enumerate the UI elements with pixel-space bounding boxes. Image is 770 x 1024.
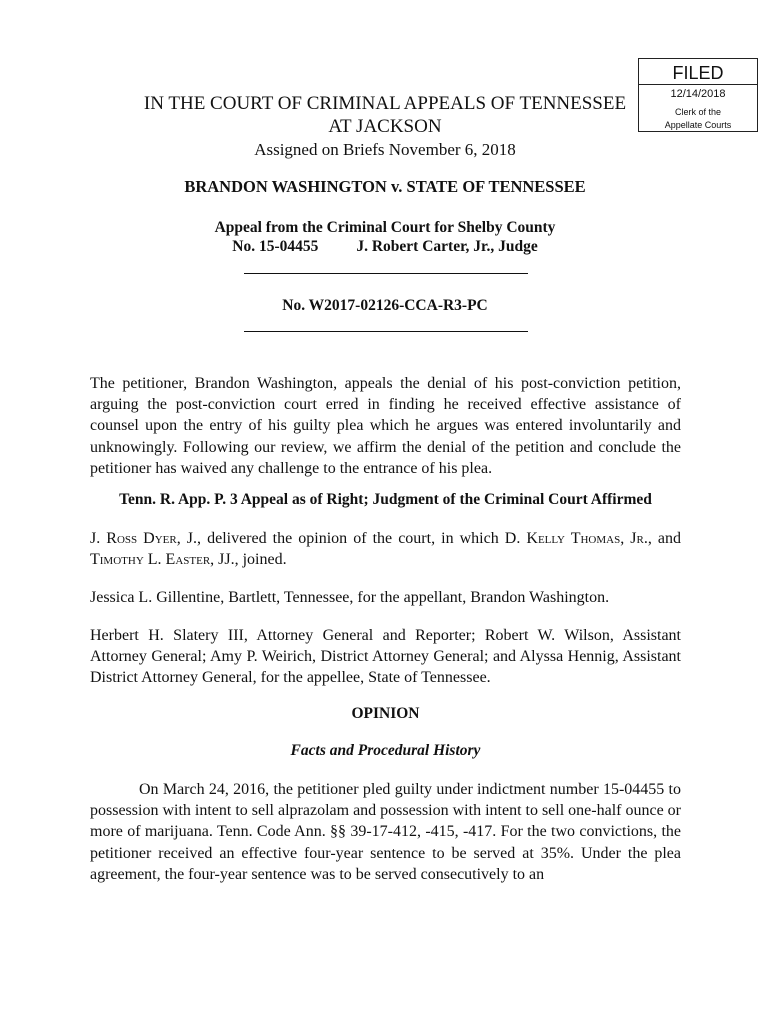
judges-text: , J., delivered the opinion of the court, in which <box>176 530 505 547</box>
trial-judge: J. Robert Carter, Jr., Judge <box>356 238 538 255</box>
trial-number: No. 15-04455 <box>232 238 319 255</box>
appellant-counsel: Jessica L. Gillentine, Bartlett, Tennessee, for the appellant, Brandon Washington. <box>90 589 610 606</box>
assigned-date: Assigned on Briefs November 6, 2018 <box>254 140 516 159</box>
divider-rule <box>244 273 528 274</box>
stamp-divider <box>639 84 757 85</box>
stamp-date: 12/14/2018 <box>670 88 726 100</box>
appeal-from: Appeal from the Criminal Court for Shelby County <box>214 219 556 236</box>
opinion-heading: OPINION <box>351 705 420 722</box>
stamp-filed-label: FILED <box>672 63 724 83</box>
holding-line: Tenn. R. App. P. 3 Appeal as of Right; Judgment of the Criminal Court Affirmed <box>119 491 652 508</box>
judge-two: D. Kelly Thomas, Jr. <box>504 530 648 547</box>
divider-rule <box>244 331 528 332</box>
judges-text: , JJ., joined. <box>210 551 287 569</box>
case-summary: The petitioner, Brandon Washington, appeals the denial of his post-conviction petition, arguing the post-conviction court erred in finding he received effective assistance of counsel upon the entry of his guilty plea which he argues was entered involuntarily and unknowingly. Following our review, we affirm the denial of the petition and conclude the petitioner has waived any challenge to the entrance of his plea. <box>90 375 681 477</box>
appeal-number: No. W2017-02126-CCA-R3-PC <box>282 297 488 314</box>
judges-line <box>90 528 681 570</box>
court-name: IN THE COURT OF CRIMINAL APPEALS OF TENNESSEE <box>143 93 627 114</box>
appellee-counsel: Herbert H. Slatery III, Attorney General and Reporter; Robert W. Wilson, Assistant Attorney General; Amy P. Weirich, District Attorney General; and Alyssa Hennig, Assistant District Attorney General, for the appellee, State of Tennessee. <box>90 627 681 687</box>
judge-three: Timothy L. Easter <box>90 551 211 569</box>
stamp-office: Appellate Courts <box>664 120 732 130</box>
court-location: AT JACKSON <box>328 116 442 137</box>
stamp-clerk: Clerk of the <box>674 107 722 117</box>
body-paragraph: On March 24, 2016, the petitioner pled guilty under indictment number 15-04455 to possession with intent to sell alprazolam and possession with intent to sell one-half ounce or more of marijuana. Tenn. Code Ann. §§ 39-17-412, -415, -417. For the two convictions, the petitioner received an effective four-year sentence to be served at 35%. Under the plea agreement, the four-year sentence was to be served consecutively to an <box>90 781 682 883</box>
trial-docket-line <box>0 238 770 256</box>
case-title: BRANDON WASHINGTON v. STATE OF TENNESSEE <box>184 177 586 196</box>
author-judge: J. Ross Dyer <box>90 530 177 547</box>
judges-text: , and <box>647 530 681 547</box>
facts-heading: Facts and Procedural History <box>290 742 481 759</box>
